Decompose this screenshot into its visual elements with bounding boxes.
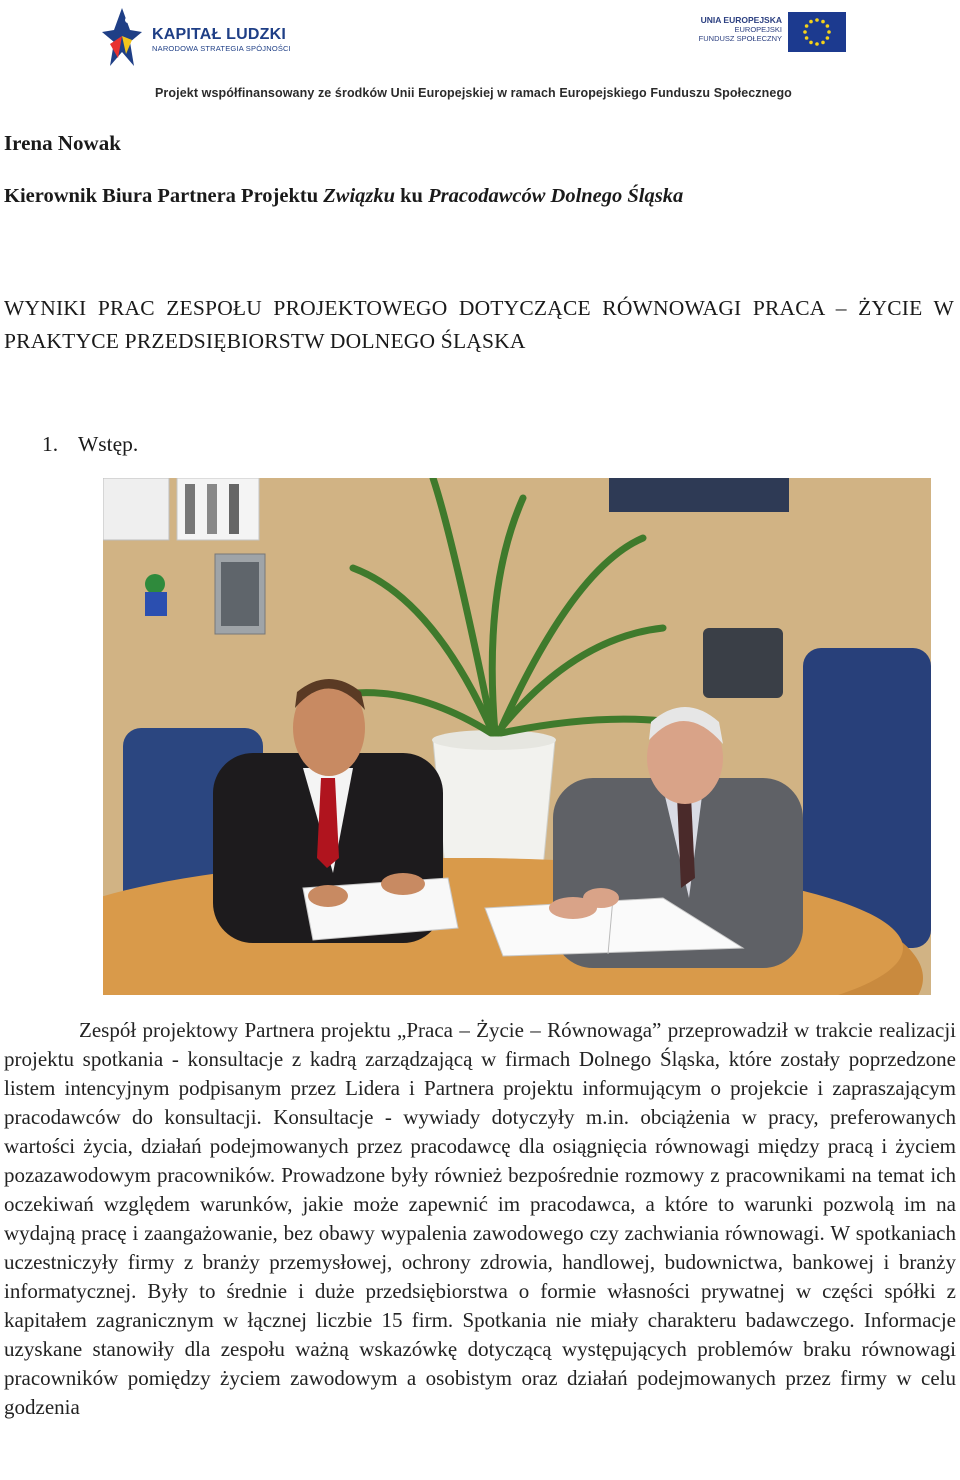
section-number: 1. — [42, 432, 59, 456]
kapital-ludzki-subtitle: NARODOWA STRATEGIA SPÓJNOŚCI — [152, 44, 291, 53]
photo-illustration — [103, 478, 931, 995]
role-org-part-1: Związku — [323, 185, 396, 207]
section-title: Wstęp. — [78, 432, 139, 456]
role-prefix: Kierownik Biura Partnera Projektu — [4, 185, 324, 207]
document-title: WYNIKI PRAC ZESPOŁU PROJEKTOWEGO DOTYCZĄCE RÓWNOWAGI PRACA – ŻYCIE W PRAKTYCE PRZEDSIĘBIORSTW DOLNEGO ŚLĄSKA — [4, 296, 954, 353]
eu-logo — [680, 12, 850, 60]
kapital-ludzki-title: KAPITAŁ LUDZKI — [152, 26, 287, 43]
author-name: Irena Nowak — [4, 131, 121, 155]
kapital-ludzki-star-icon — [100, 6, 144, 72]
intro-paragraph: Zespół projektowy Partnera projektu „Praca – Życie – Równowaga” przeprowadził w trakcie realizacji projektu spotkania - konsultacje z kadrą zarządzającą w firmach Dolnego Śląska, które zostały poprzedzone listem intencyjnym podpisanym przez Lidera i Partnera projektu informującym o projekcie i zapraszającym pracodawców do konsultacji. Konsultacje - wywiady dotyczyły m.in. obciążenia w pracy, preferowanych wartości życia, działań podejmowanych przez pracodawcę dla osiągnięcia równowagi między pracą i życiem pozazawodowym pracowników. Prowadzone były również bezpośrednie rozmowy z pracownikami na temat ich oczekiwań względem warunków, jakie może zapewnić im pracodawca, a które to warunki pozwolą im na wydajną pracę i zaangażowanie, bez obawy wypalenia zawodowego czy zachwiania równowagi. W spotkaniach uczestniczyły firmy z branży przemysłowej, ochrony zdrowia, handlowej, budownictwa, bankowej i branży informatycznej. Były to średnie i duże przedsiębiorstwa o formie własności prywatnej w części spółki z kapitałem zagranicznym w łącznej liczbie 15 firm. Spotkania nie miały charakteru badawczego. Informacje uzyskane stanowiły dla zespołu ważną wskazówkę dotyczącą występujących problemów braku równowagi pracowników pomiędzy życiem zawodowym a osobistym oraz działań podejmowanych przez firmy w celu godzenia — [4, 1018, 956, 1419]
cofinancing-note: Projekt współfinansowany ze środków Unii Europejskiej w ramach Europejskiego Funduszu Społecznego — [155, 86, 792, 100]
eu-line-1: UNIA EUROPEJSKA — [700, 15, 782, 25]
role-org-part-2: Pracodawców Dolnego Śląska — [428, 185, 684, 207]
author-role — [4, 185, 683, 208]
eu-line-2: EUROPEJSKI — [734, 25, 782, 34]
page-header — [0, 0, 960, 110]
eu-line-3: FUNDUSZ SPOŁECZNY — [698, 34, 782, 43]
role-org-middle: ku — [395, 185, 429, 207]
signing-ceremony-photo — [103, 478, 931, 995]
kapital-ludzki-logo — [100, 6, 300, 76]
eu-flag-icon — [788, 12, 846, 52]
section-heading — [42, 432, 138, 457]
